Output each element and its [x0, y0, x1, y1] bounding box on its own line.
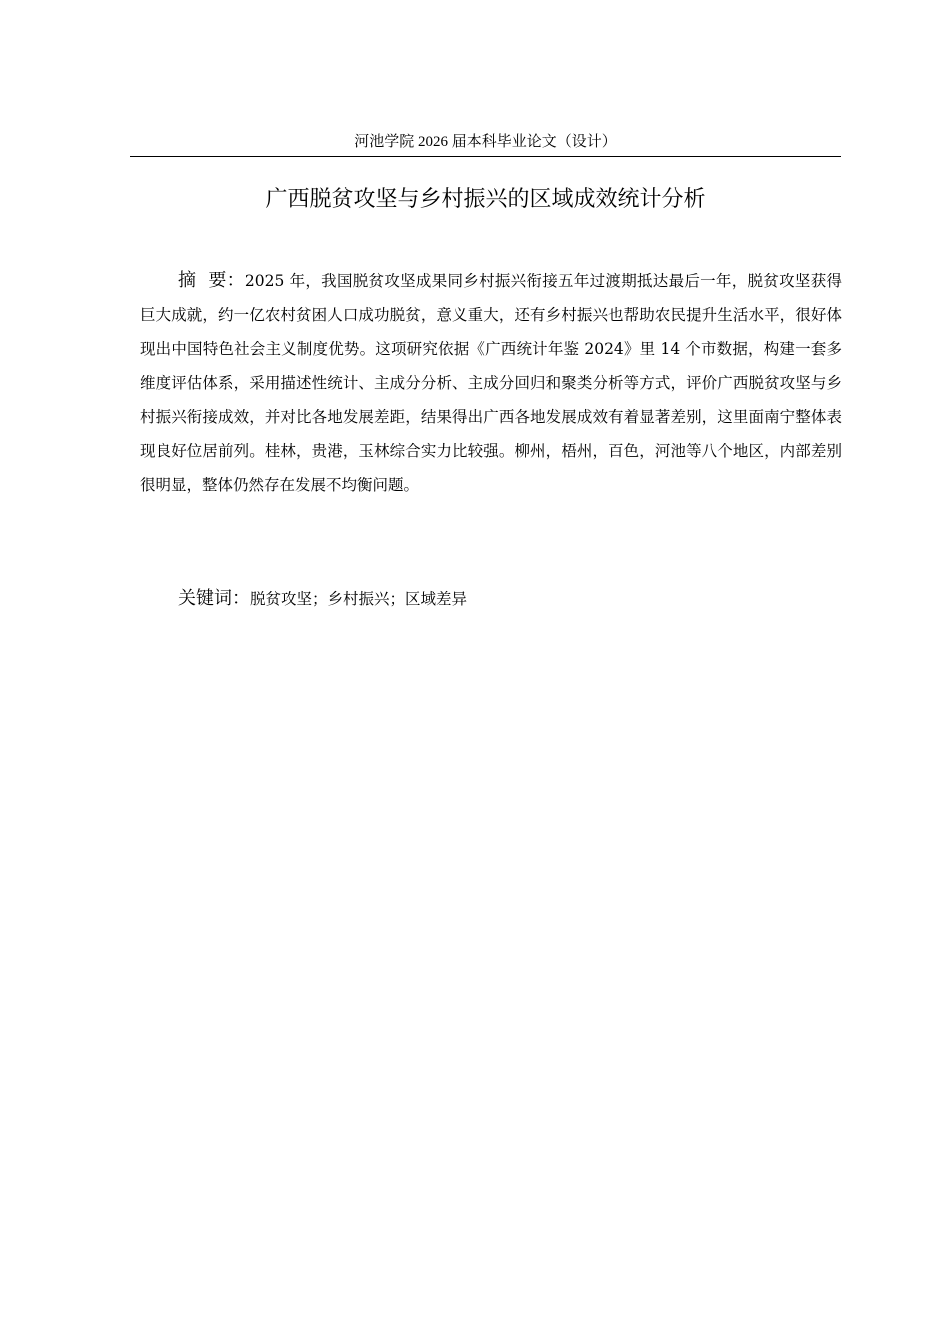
paper-title: 广西脱贫攻坚与乡村振兴的区域成效统计分析: [265, 187, 706, 212]
abstract-text: 2025 年，我国脱贫攻坚成果同乡村振兴衔接五年过渡期抵达最后一年，脱贫攻坚获得巨大成就，约一亿农村贫困人口成功脱贫，意义重大，还有乡村振兴也帮助农民提升生活水平，很好体现出中国特色社会主义制度优势。这项研究依据《广西统计年鉴 2024》里 14 个市数据，构建一套多维度评估体系，采用描述性统计、主成分分析、主成分回归和聚类分析等方式，评价广西脱贫攻坚与乡村振兴衔接成效，并对比各地发展差距，结果得出广西各地发展成效有着显著差别，这里面南宁整体表现良好位居前列。桂林，贵港，玉林综合实力比较强。柳州，梧州，百色，河池等八个地区，内部差别很明显，整体仍然存在发展不均衡问题。: [140, 272, 842, 494]
running-header: [130, 130, 841, 157]
keywords-text: 脱贫攻坚；乡村振兴；区域差异: [250, 590, 468, 608]
keywords-label: 关键词：: [178, 588, 250, 609]
keywords-paragraph: [140, 582, 842, 616]
abstract-paragraph: [140, 264, 842, 502]
abstract-label: 摘 要：: [178, 270, 245, 291]
running-header-text: 河池学院 2026 届本科毕业论文（设计）: [354, 134, 617, 150]
